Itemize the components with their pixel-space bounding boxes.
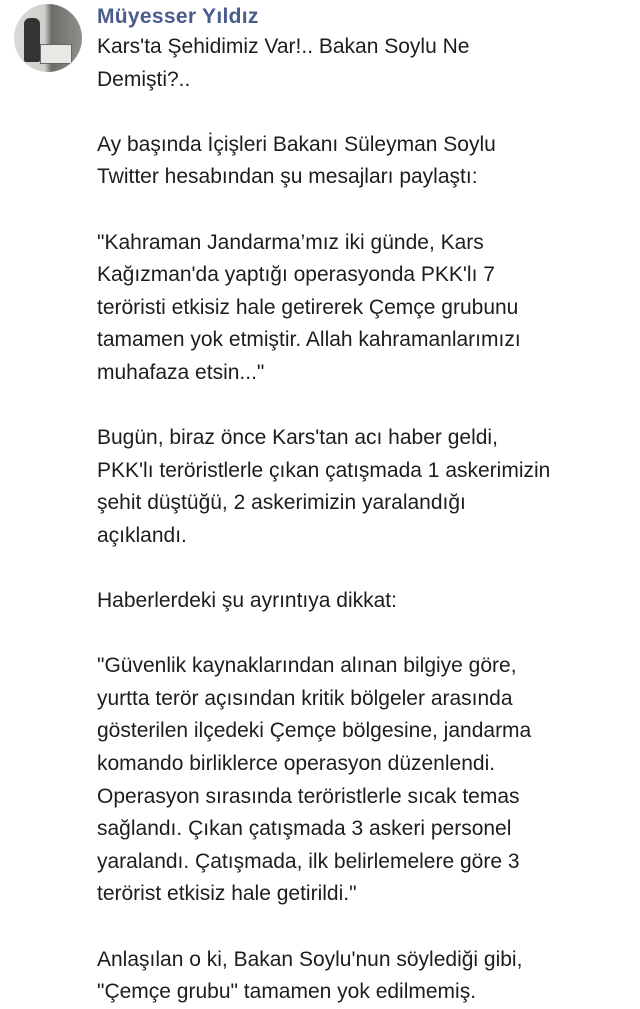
- post-text-line: yurtta terör açısından kritik bölgeler arasında: [97, 686, 513, 710]
- post-text-line: gösterilen ilçedeki Çemçe bölgesine, jandarma: [97, 719, 532, 743]
- post-text-line: Haberlerdeki şu ayrıntıya dikkat:: [97, 589, 397, 613]
- post-text-line: Kars'ta Şehidimiz Var!.. Bakan Soylu Ne: [97, 35, 470, 58]
- paragraph-gap: [97, 911, 637, 944]
- post-text-line: PKK'lı teröristlerle çıkan çatışmada 1 askerimizin: [97, 458, 551, 482]
- post-text-line: Anlaşılan o ki, Bakan Soylu'nun söylediği gibi,: [97, 947, 523, 971]
- post-text-line: Operasyon sırasında teröristlerle sıcak temas: [97, 784, 520, 808]
- post-text-line: terörist etkisiz hale getirildi.": [97, 882, 357, 906]
- post-text-line: Bugün, biraz önce Kars'tan acı haber geldi,: [97, 426, 498, 450]
- post-text-line: komando birliklerce operasyon düzenlendi.: [97, 752, 496, 776]
- paragraph-gap: [97, 194, 637, 227]
- post-text-line: Ay başında İçişleri Bakanı Süleyman Soylu: [97, 132, 496, 156]
- post-text-line: sağlandı. Çıkan çatışmada 3 askeri personel: [97, 817, 512, 841]
- post-text-line: "Kahraman Jandarma’mız iki günde, Kars: [97, 230, 484, 254]
- paragraph-gap: [97, 618, 637, 651]
- post-text-line: muhafaza etsin...": [97, 360, 265, 384]
- post-text-line: tamamen yok etmiştir. Allah kahramanlarımızı: [97, 328, 521, 352]
- post-text-line: "Güvenlik kaynaklarından alınan bilgiye göre,: [97, 654, 517, 678]
- paragraph-gap: [97, 553, 637, 586]
- post-text: [97, 31, 637, 1009]
- post-text-line: Kağızman'da yaptığı operasyonda PKK'lı 7: [97, 263, 495, 287]
- post-text-line: Demişti?..: [97, 67, 191, 91]
- avatar-object: [40, 44, 72, 64]
- paragraph-gap: [97, 390, 637, 423]
- author-name[interactable]: Müyesser Yıldız: [97, 5, 259, 28]
- post-text-line: Twitter hesabından şu mesajları paylaştı:: [97, 165, 478, 189]
- paragraph-gap: [97, 96, 637, 129]
- avatar-figure: [24, 18, 40, 62]
- post-text-line: yaralandı. Çatışmada, ilk belirlemelere göre 3: [97, 849, 520, 873]
- post-text-line: teröristi etkisiz hale getirerek Çemçe grubunu: [97, 295, 519, 319]
- post-text-line: "Çemçe grubu" tamamen yok edilmemiş.: [97, 980, 477, 1004]
- post-text-line: şehit düştüğü, 2 askerimizin yaralandığı: [97, 491, 466, 515]
- author-avatar[interactable]: [14, 4, 82, 72]
- post-text-line: açıklandı.: [97, 523, 187, 547]
